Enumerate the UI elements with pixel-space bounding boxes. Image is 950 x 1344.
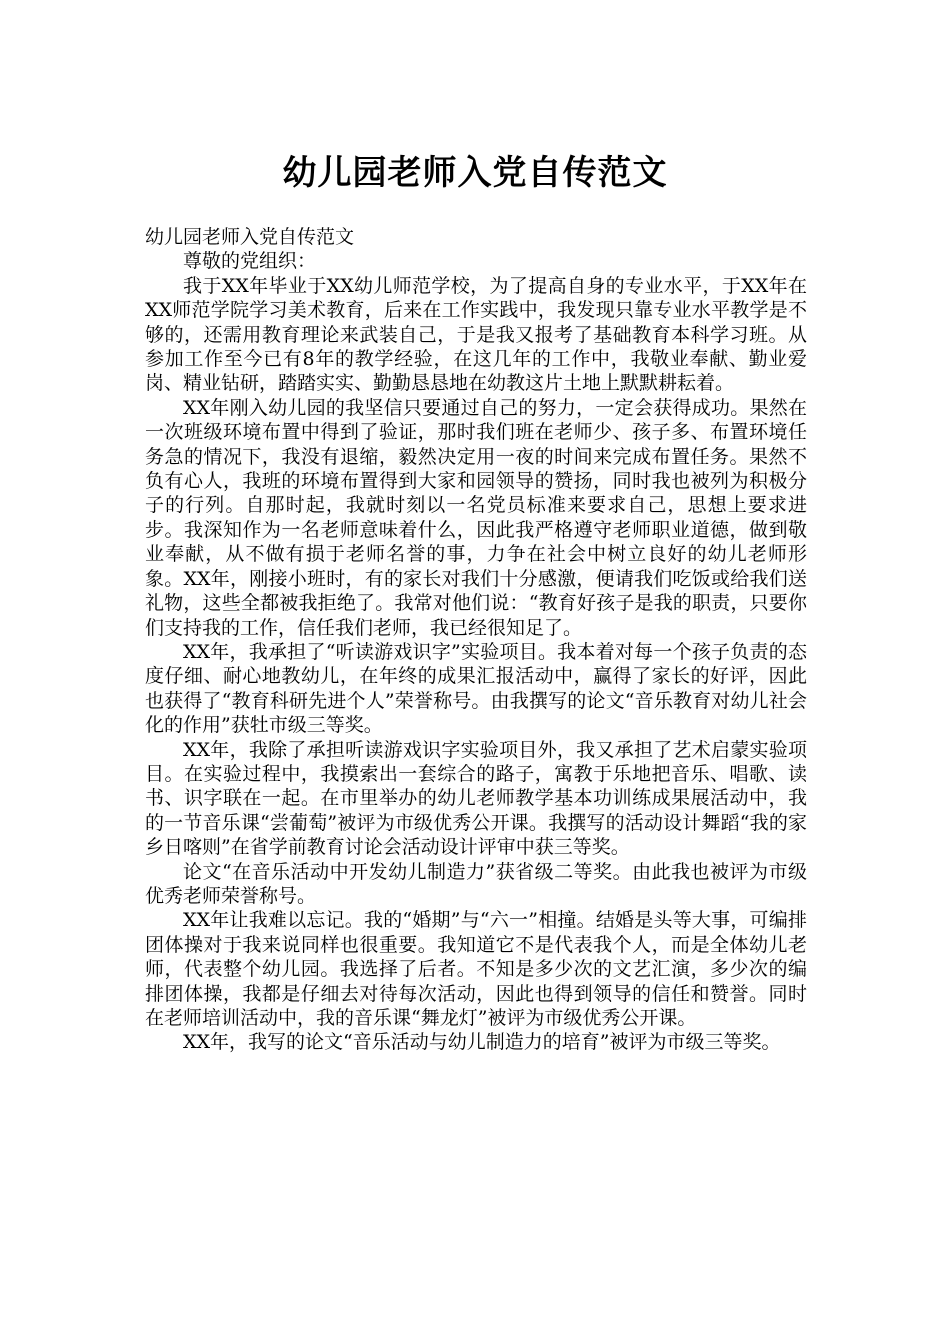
- document-body: [145, 225, 807, 1055]
- paragraph-latest-paper: XX年，我写的论文“音乐活动与幼儿制造力的培育”被评为市级三等奖。: [183, 1031, 781, 1054]
- document-subtitle: 幼儿园老师入党自传范文: [145, 226, 355, 248]
- paragraph-award-paper: 论文“在音乐活动中开发幼儿制造力”获省级二等奖。由此我也被评为市级优秀老师荣誉称号。: [145, 860, 807, 907]
- paragraph-education: 我于XX年毕业于XX幼儿师范学校，为了提高自身的专业水平，于XX年在XX师范学院学习美术教育，后来在工作实践中，我发现只靠专业水平教学是不够的，还需用教育理论来武装自己，于是我又报考了基础教育本科学习班。从参加工作至今已有8年的教学经验，在这几年的工作中，我敬业奉献、勤业爱岗、精业钻研，踏踏实实、勤勤恳恳地在幼教这片土地上默默耕耘着。: [145, 274, 807, 395]
- paragraph-literacy-project: XX年，我承担了“听读游戏识字”实验项目。我本着对每一个孩子负责的态度仔细、耐心地教幼儿，在年终的成果汇报活动中，赢得了家长的好评，因此也获得了“教育科研先进个人”荣誉称号。由我撰写的论文“音乐教育对幼儿社会化的作用”获牡市级三等奖。: [145, 640, 807, 737]
- paragraph-wedding-choice: XX年让我难以忘记。我的“婚期”与“六一”相撞。结婚是头等大事，可编排团体操对于我来说同样也很重要。我知道它不是代表我个人，而是全体幼儿老师，代表整个幼儿园。我选择了后者。不知是多少次的文艺汇演，多少次的编排团体操，我都是仔细去对待每次活动，因此也得到领导的信任和赞誉。同时在老师培训活动中，我的音乐课“舞龙灯”被评为市级优秀公开课。: [145, 909, 807, 1029]
- salutation: 尊敬的党组织：: [183, 250, 317, 273]
- document-title: 幼儿园老师入党自传范文: [282, 152, 668, 193]
- paragraph-early-career: XX年刚入幼儿园的我坚信只要通过自己的努力，一定会获得成功。果然在一次班级环境布置中得到了验证，那时我们班在老师少、孩子多、布置环境任务急的情况下，我没有退缩，毅然决定用一夜的时间来完成布置任务。果然不负有心人，我班的环境布置得到大家和园领导的赞扬，同时我也被列为积极分子的行列。自那时起，我就时刻以一名党员标准来要求自己，思想上要求进步。我深知作为一名老师意味着什么，因此我严格遵守老师职业道德，做到敬业奉献，从不做有损于老师名誉的事，力争在社会中树立良好的幼儿老师形象。XX年，刚接小班时，有的家长对我们十分感激，便请我们吃饭或给我们送礼物，这些全都被我拒绝了。我常对他们说：“教育好孩子是我的职责，只要你们支持我的工作，信任我们老师，我已经很知足了。: [145, 396, 807, 639]
- paragraph-art-project: XX年，我除了承担听读游戏识字实验项目外，我又承担了艺术启蒙实验项目。在实验过程中，我摸索出一套综合的路子，寓教于乐地把音乐、唱歌、读书、识字联在一起。在市里举办的幼儿老师教学基本功训练成果展活动中，我的一节音乐课“尝葡萄”被评为市级优秀公开课。我撰写的活动设计舞蹈“我的家乡日喀则”在省学前教育讨论会活动设计评审中获三等奖。: [145, 738, 807, 859]
